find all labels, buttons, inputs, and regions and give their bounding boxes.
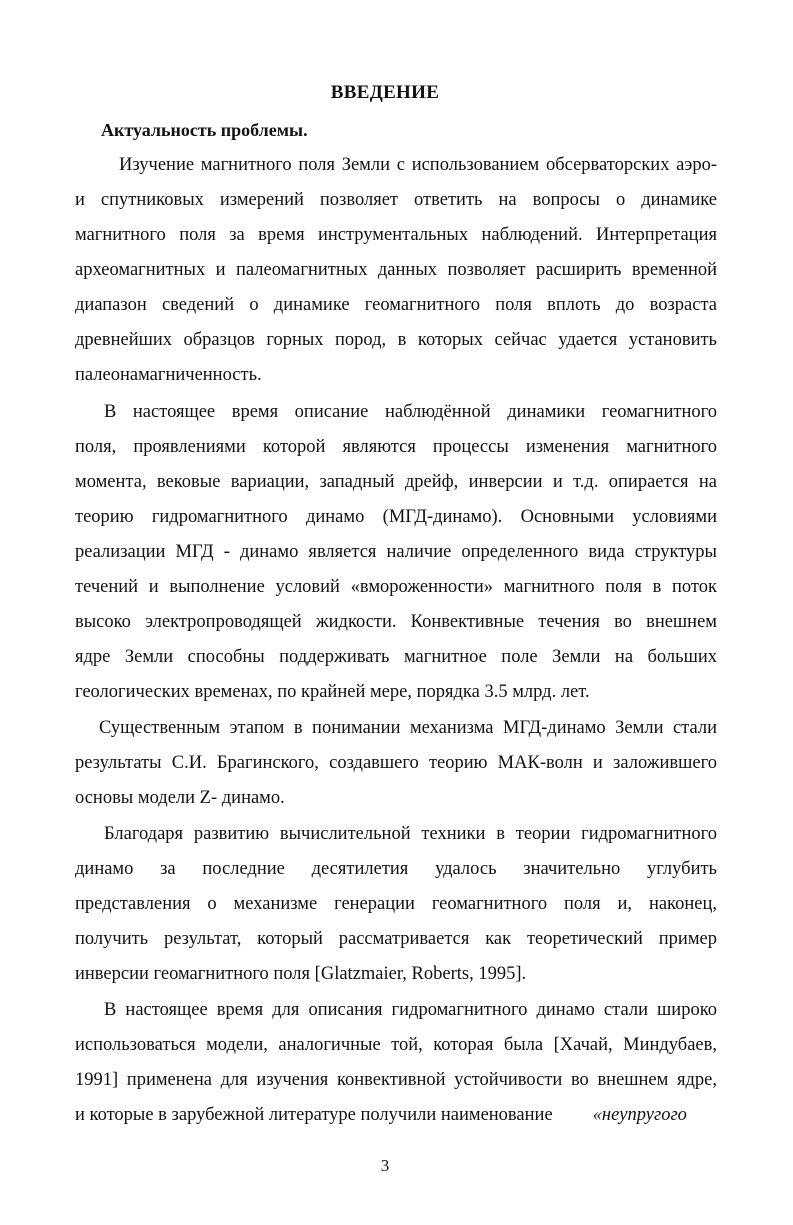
text-line: 1991] применена для изучения конвективной устойчивости во внешнем ядре, <box>75 1070 717 1090</box>
text-line: момента, вековые вариации, западный дрейф, инверсии и т.д. опирается на <box>75 472 717 492</box>
text-line: древнейших образцов горных пород, в которых сейчас удается установить <box>75 330 717 350</box>
text-line: магнитного поля за время инструментальных наблюдений. Интерпретация <box>75 225 717 245</box>
text-line: ядре Земли способны поддерживать магнитное поле Земли на больших <box>75 647 717 667</box>
text-line: Благодаря развитию вычислительной техники в теории гидромагнитного <box>104 824 717 844</box>
text-line: инверсии геомагнитного поля [Glatzmaier, Roberts, 1995]. <box>75 964 527 984</box>
text-line: результаты С.И. Брагинского, создавшего теорию МАК-волн и заложившего <box>75 753 717 773</box>
text-line: и спутниковых измерений позволяет ответить на вопросы о динамике <box>75 190 717 210</box>
page-title: ВВЕДЕНИЕ <box>330 82 440 103</box>
section-heading: Актуальность проблемы. <box>101 120 308 140</box>
text-line: В настоящее время описание наблюдённой динамики геомагнитного <box>104 402 717 422</box>
text-line: теорию гидромагнитного динамо (МГД-динамо). Основными условиями <box>75 507 717 527</box>
italic-term: «неупругого <box>592 1105 687 1125</box>
text-line: Изучение магнитного поля Земли с использованием обсерваторских аэро- <box>119 155 717 175</box>
text-line: основы модели Z- динамо. <box>75 788 285 808</box>
text-line: получить результат, который рассматривается как теоретический пример <box>75 929 717 949</box>
text-line: реализации МГД - динамо является наличие определенного вида структуры <box>75 542 717 562</box>
text-line: Существенным этапом в понимании механизма МГД-динамо Земли стали <box>99 718 717 738</box>
text-line-with-italic <box>75 1104 717 1126</box>
text-line: и которые в зарубежной литературе получили наименование <box>75 1105 553 1125</box>
text-line: В настоящее время для описания гидромагнитного динамо стали широко <box>104 1000 717 1020</box>
text-line: геологических временах, по крайней мере, порядка 3.5 млрд. лет. <box>75 682 590 702</box>
text-line: динамо за последние десятилетия удалось значительно углубить <box>75 859 717 879</box>
text-line: высоко электропроводящей жидкости. Конвективные течения во внешнем <box>75 612 717 632</box>
text-line: поля, проявлениями которой являются процессы изменения магнитного <box>75 437 717 457</box>
page-number: 3 <box>380 1156 390 1175</box>
text-line: использоваться модели, аналогичные той, которая была [Хачай, Миндубаев, <box>75 1035 717 1055</box>
text-line: представления о механизме генерации геомагнитного поля и, наконец, <box>75 894 717 914</box>
text-line: археомагнитных и палеомагнитных данных позволяет расширить временной <box>75 260 717 280</box>
text-line: течений и выполнение условий «вмороженности» магнитного поля в поток <box>75 577 717 597</box>
text-line: диапазон сведений о динамике геомагнитного поля вплоть до возраста <box>75 295 717 315</box>
text-line: палеонамагниченность. <box>75 365 262 385</box>
